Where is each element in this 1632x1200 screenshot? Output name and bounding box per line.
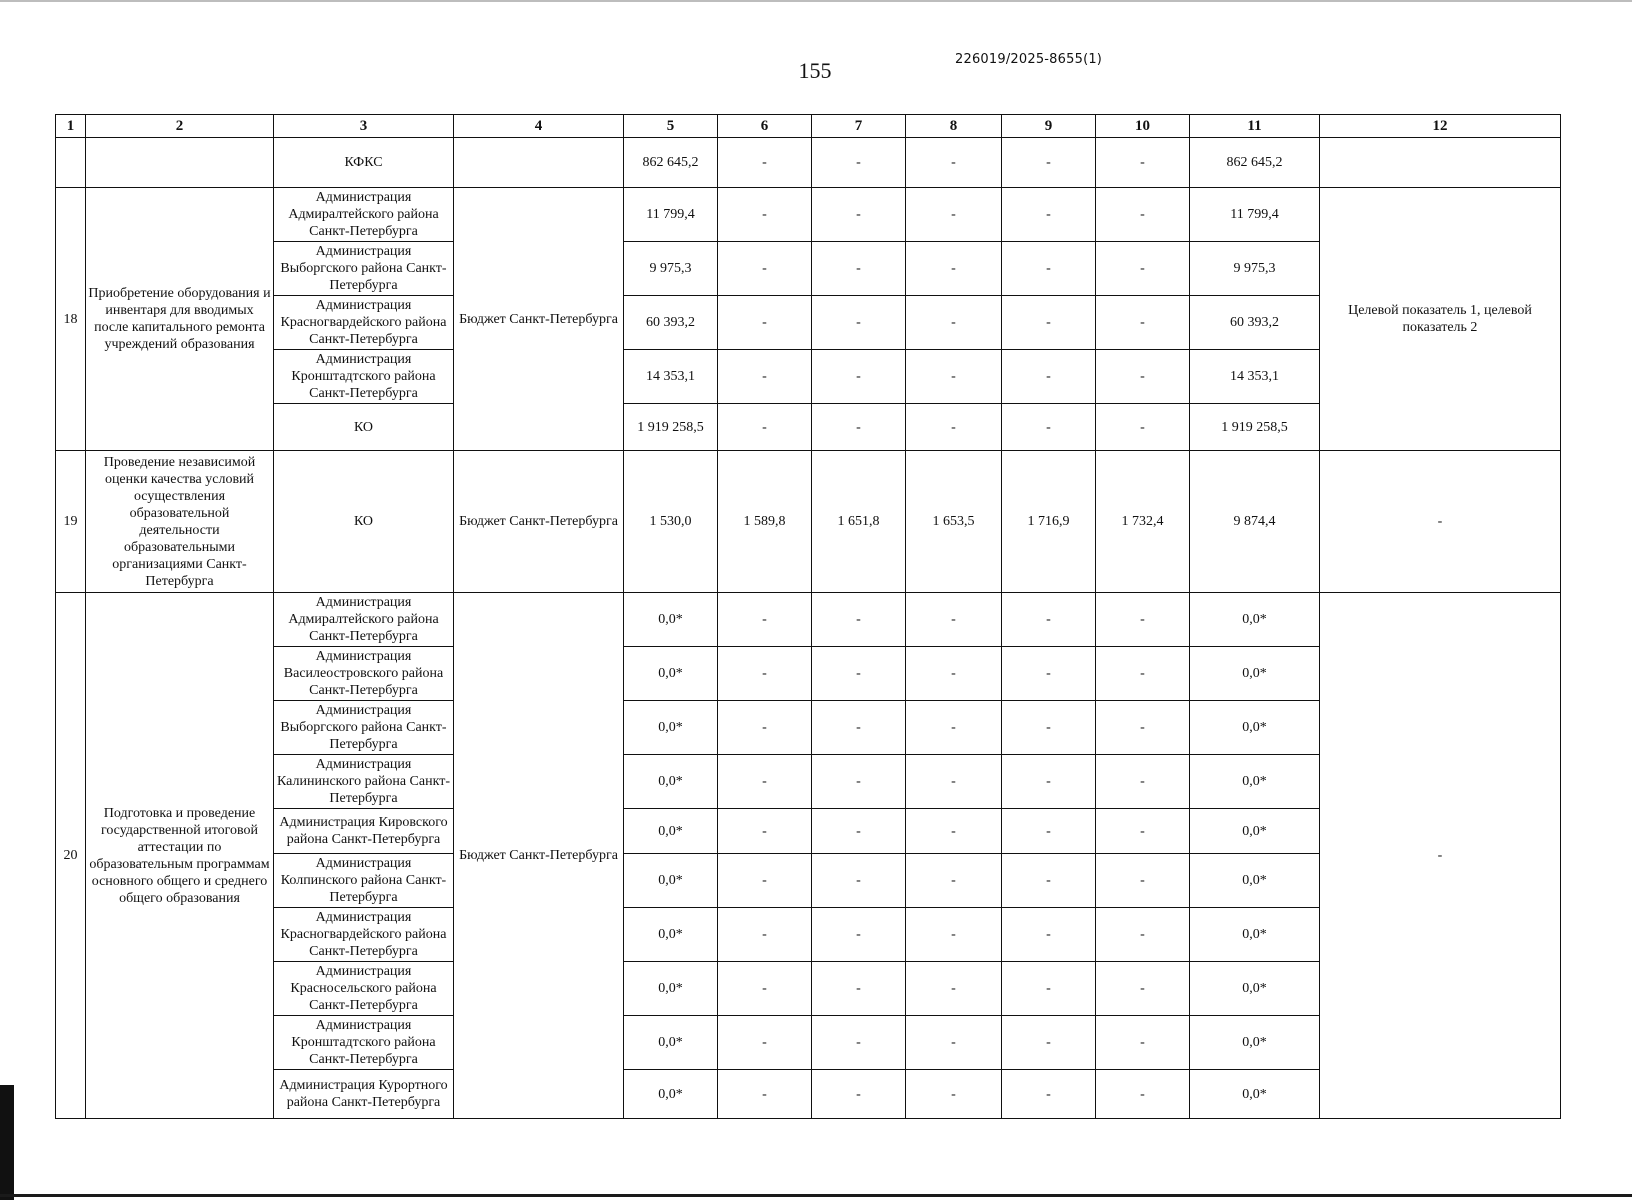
value-cell: - (906, 404, 1002, 451)
value-cell: 0,0* (624, 593, 718, 647)
value-cell: 0,0* (624, 1016, 718, 1070)
total-cell: 0,0* (1190, 701, 1320, 755)
indicator-cell: - (1320, 451, 1561, 593)
agency-cell: Администрация Кировского района Санкт-Петербурга (274, 809, 454, 854)
total-cell: 14 353,1 (1190, 350, 1320, 404)
budget-cell: Бюджет Санкт-Петербурга (454, 451, 624, 593)
value-cell: - (812, 854, 906, 908)
value-cell: - (1096, 701, 1190, 755)
value-cell: - (812, 701, 906, 755)
activity-name-cell: Подготовка и проведение государственной итоговой аттестации по образовательным программам основного общего и среднего общего образования (86, 593, 274, 1119)
value-cell: - (1002, 138, 1096, 188)
table-row (56, 451, 1561, 593)
scan-edge-bottom (0, 1194, 1632, 1197)
total-cell: 0,0* (1190, 1070, 1320, 1119)
value-cell: 0,0* (624, 809, 718, 854)
col-header: 4 (454, 115, 624, 138)
value-cell: 1 589,8 (718, 451, 812, 593)
value-cell: - (812, 962, 906, 1016)
value-cell: - (1096, 755, 1190, 809)
value-cell: 1 530,0 (624, 451, 718, 593)
value-cell: - (812, 138, 906, 188)
value-cell: - (1002, 404, 1096, 451)
value-cell: 11 799,4 (624, 188, 718, 242)
table-row (56, 138, 1561, 188)
value-cell: - (718, 296, 812, 350)
value-cell: - (1096, 962, 1190, 1016)
agency-cell: Администрация Адмиралтейского района Санкт-Петербурга (274, 593, 454, 647)
value-cell: - (812, 647, 906, 701)
budget-cell: Бюджет Санкт-Петербурга (454, 593, 624, 1119)
total-cell: 0,0* (1190, 854, 1320, 908)
value-cell: - (1002, 701, 1096, 755)
agency-cell: Администрация Кронштадтского района Санкт-Петербурга (274, 350, 454, 404)
value-cell: 0,0* (624, 701, 718, 755)
value-cell: - (906, 138, 1002, 188)
total-cell: 60 393,2 (1190, 296, 1320, 350)
value-cell: 0,0* (624, 755, 718, 809)
value-cell: - (906, 1070, 1002, 1119)
agency-cell: КФКС (274, 138, 454, 188)
col-header: 10 (1096, 115, 1190, 138)
value-cell: - (906, 854, 1002, 908)
value-cell: - (718, 854, 812, 908)
scan-artifact-left (0, 1085, 14, 1200)
document-id: 226019/2025-8655(1) (955, 52, 1103, 67)
value-cell: - (1096, 404, 1190, 451)
indicator-cell (1320, 138, 1561, 188)
value-cell: 1 919 258,5 (624, 404, 718, 451)
value-cell: - (1096, 138, 1190, 188)
value-cell: - (1096, 296, 1190, 350)
value-cell: - (906, 701, 1002, 755)
value-cell: - (718, 908, 812, 962)
col-header: 8 (906, 115, 1002, 138)
value-cell: - (906, 350, 1002, 404)
agency-cell: Администрация Колпинского района Санкт-Петербурга (274, 854, 454, 908)
value-cell: - (812, 242, 906, 296)
value-cell: - (812, 593, 906, 647)
value-cell: - (1096, 809, 1190, 854)
value-cell: - (1096, 854, 1190, 908)
indicator-cell: - (1320, 593, 1561, 1119)
value-cell: 14 353,1 (624, 350, 718, 404)
total-cell: 1 919 258,5 (1190, 404, 1320, 451)
value-cell: - (1096, 188, 1190, 242)
value-cell: - (718, 1016, 812, 1070)
col-header: 9 (1002, 115, 1096, 138)
value-cell: - (812, 296, 906, 350)
value-cell: - (812, 404, 906, 451)
value-cell: - (718, 809, 812, 854)
header-row (56, 115, 1561, 138)
agency-cell: КО (274, 451, 454, 593)
page-number: 155 (798, 58, 832, 83)
value-cell: - (906, 296, 1002, 350)
value-cell: - (1002, 188, 1096, 242)
value-cell: - (812, 350, 906, 404)
row-number-cell: 19 (56, 451, 86, 593)
value-cell: 0,0* (624, 962, 718, 1016)
value-cell: - (1096, 908, 1190, 962)
value-cell: 862 645,2 (624, 138, 718, 188)
value-cell: - (812, 1070, 906, 1119)
value-cell: - (718, 701, 812, 755)
budget-cell: Бюджет Санкт-Петербурга (454, 188, 624, 451)
agency-cell: Администрация Выборгского района Санкт-Петербурга (274, 701, 454, 755)
col-header: 5 (624, 115, 718, 138)
value-cell: - (718, 188, 812, 242)
value-cell: 1 653,5 (906, 451, 1002, 593)
value-cell: - (906, 1016, 1002, 1070)
value-cell: 0,0* (624, 908, 718, 962)
value-cell: - (1002, 1016, 1096, 1070)
value-cell: - (906, 755, 1002, 809)
activity-name-cell (86, 138, 274, 188)
agency-cell: Администрация Красногвардейского района Санкт-Петербурга (274, 296, 454, 350)
value-cell: - (1096, 647, 1190, 701)
agency-cell: Администрация Кронштадтского района Санкт-Петербурга (274, 1016, 454, 1070)
value-cell: 0,0* (624, 854, 718, 908)
total-cell: 0,0* (1190, 809, 1320, 854)
total-cell: 11 799,4 (1190, 188, 1320, 242)
value-cell: - (718, 242, 812, 296)
total-cell: 0,0* (1190, 962, 1320, 1016)
value-cell: - (1002, 809, 1096, 854)
value-cell: - (1096, 1070, 1190, 1119)
total-cell: 0,0* (1190, 593, 1320, 647)
value-cell: - (906, 242, 1002, 296)
total-cell: 0,0* (1190, 755, 1320, 809)
value-cell: - (1002, 908, 1096, 962)
total-cell: 9 874,4 (1190, 451, 1320, 593)
value-cell: - (1096, 593, 1190, 647)
col-header: 1 (56, 115, 86, 138)
value-cell: - (906, 593, 1002, 647)
value-cell: - (1096, 242, 1190, 296)
budget-cell (454, 138, 624, 188)
value-cell: - (718, 593, 812, 647)
value-cell: 0,0* (624, 647, 718, 701)
agency-cell: Администрация Адмиралтейского района Санкт-Петербурга (274, 188, 454, 242)
value-cell: - (718, 138, 812, 188)
col-header: 12 (1320, 115, 1561, 138)
total-cell: 0,0* (1190, 647, 1320, 701)
agency-cell: Администрация Курортного района Санкт-Петербурга (274, 1070, 454, 1119)
value-cell: 1 716,9 (1002, 451, 1096, 593)
value-cell: - (906, 188, 1002, 242)
value-cell: - (906, 809, 1002, 854)
value-cell: - (1002, 854, 1096, 908)
value-cell: 60 393,2 (624, 296, 718, 350)
col-header: 6 (718, 115, 812, 138)
value-cell: - (812, 809, 906, 854)
value-cell: - (812, 1016, 906, 1070)
value-cell: 9 975,3 (624, 242, 718, 296)
col-header: 2 (86, 115, 274, 138)
col-header: 7 (812, 115, 906, 138)
row-number-cell: 20 (56, 593, 86, 1119)
activity-name-cell: Приобретение оборудования и инвентаря для вводимых после капитального ремонта учреждений образования (86, 188, 274, 451)
agency-cell: Администрация Калининского района Санкт-Петербурга (274, 755, 454, 809)
value-cell: - (1002, 593, 1096, 647)
value-cell: - (906, 962, 1002, 1016)
value-cell: 1 651,8 (812, 451, 906, 593)
agency-cell: Администрация Василеостровского района Санкт-Петербурга (274, 647, 454, 701)
value-cell: - (1002, 962, 1096, 1016)
scan-edge-top (0, 0, 1632, 2)
value-cell: - (1096, 1016, 1190, 1070)
total-cell: 862 645,2 (1190, 138, 1320, 188)
total-cell: 0,0* (1190, 1016, 1320, 1070)
agency-cell: Администрация Красносельского района Санкт-Петербурга (274, 962, 454, 1016)
value-cell: - (718, 755, 812, 809)
budget-table (55, 114, 1561, 1119)
value-cell: - (1002, 296, 1096, 350)
value-cell: - (1002, 647, 1096, 701)
col-header: 3 (274, 115, 454, 138)
value-cell: - (906, 647, 1002, 701)
value-cell: - (718, 1070, 812, 1119)
value-cell: - (718, 647, 812, 701)
value-cell: 1 732,4 (1096, 451, 1190, 593)
value-cell: 0,0* (624, 1070, 718, 1119)
indicator-cell: Целевой показатель 1, целевой показатель 2 (1320, 188, 1561, 451)
value-cell: - (718, 404, 812, 451)
value-cell: - (1002, 1070, 1096, 1119)
row-number-cell (56, 138, 86, 188)
value-cell: - (812, 755, 906, 809)
value-cell: - (1002, 755, 1096, 809)
value-cell: - (1096, 350, 1190, 404)
value-cell: - (906, 908, 1002, 962)
value-cell: - (718, 350, 812, 404)
value-cell: - (718, 962, 812, 1016)
activity-name-cell: Проведение независимой оценки качества условий осуществления образовательной деятельности образовательными организациями Санкт-Петербурга (86, 451, 274, 593)
total-cell: 0,0* (1190, 908, 1320, 962)
value-cell: - (812, 188, 906, 242)
agency-cell: Администрация Красногвардейского района Санкт-Петербурга (274, 908, 454, 962)
value-cell: - (1002, 242, 1096, 296)
agency-cell: Администрация Выборгского района Санкт-Петербурга (274, 242, 454, 296)
table-row (56, 593, 1561, 647)
total-cell: 9 975,3 (1190, 242, 1320, 296)
agency-cell: КО (274, 404, 454, 451)
col-header: 11 (1190, 115, 1320, 138)
value-cell: - (1002, 350, 1096, 404)
table-row (56, 188, 1561, 242)
row-number-cell: 18 (56, 188, 86, 451)
value-cell: - (812, 908, 906, 962)
